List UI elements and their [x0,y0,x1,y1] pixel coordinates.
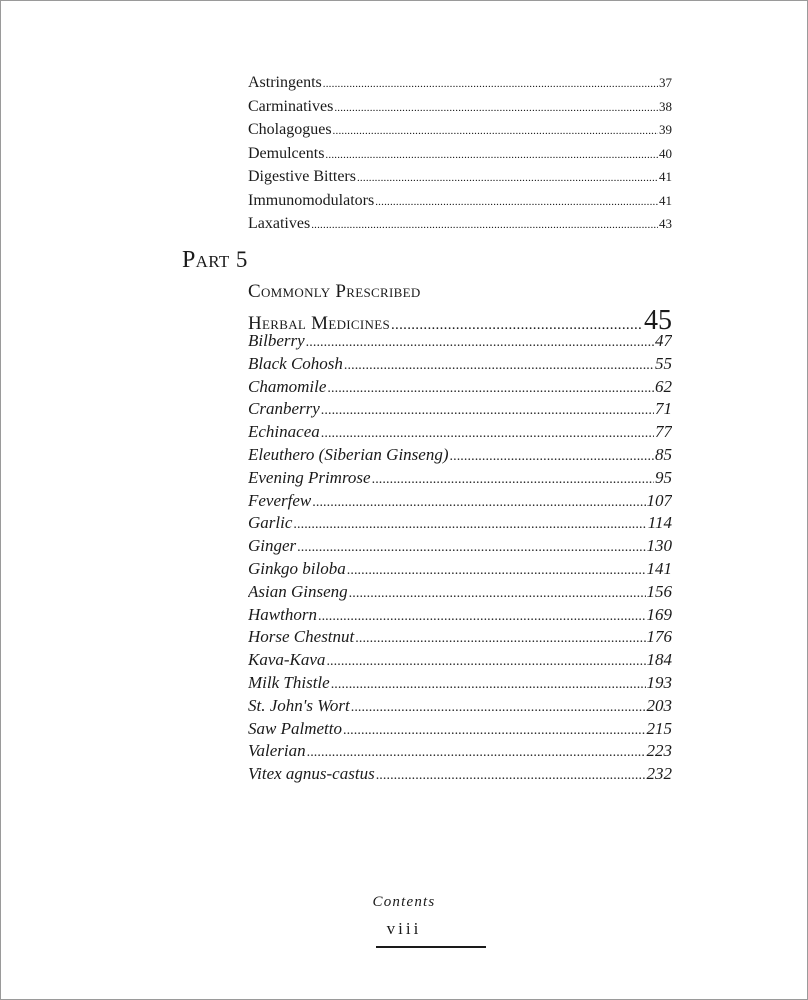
dot-leader [312,495,645,511]
dot-leader [306,335,654,351]
toc-entry-page: 39 [659,122,672,137]
dot-leader [349,586,646,602]
toc-entry-page: 62 [655,376,672,396]
dot-leader [344,358,654,374]
toc-entry-title: Garlic [248,513,293,533]
dot-leader [318,609,646,625]
dot-leader [375,196,658,208]
toc-entry-title: Saw Palmetto [248,718,342,738]
toc-entry-page: 114 [647,513,672,533]
toc-entry-title: Feverfew [248,490,312,510]
toc-entry[interactable] [248,354,672,377]
toc-entry-title: Bilberry [248,331,305,350]
toc-entry-title: Carminatives [248,97,334,115]
toc-entry[interactable] [248,468,672,491]
dot-leader [323,78,658,90]
toc-entry[interactable] [248,696,672,719]
toc-entry-page: 176 [646,627,672,647]
toc-entry-page: 41 [659,192,672,208]
toc-entry-page: 215 [646,718,672,738]
toc-entry-page: 43 [659,216,672,231]
toc-entry-page: 55 [655,353,672,373]
toc-entry-title: Hawthorn [248,604,317,624]
toc-entry-page: 47 [655,331,672,350]
dot-leader [327,381,654,397]
part-label: Part [182,247,230,273]
toc-entry[interactable] [248,559,672,582]
dot-leader [333,125,658,137]
toc-entry-title: Valerian [248,741,306,761]
dot-leader [355,631,645,647]
toc-entry-title: Ginkgo biloba [248,558,346,578]
toc-entry-page: 40 [659,145,672,161]
toc-entry-title: Laxatives [248,215,311,232]
toc-entry-title: Cholagogues [248,121,332,138]
dot-leader [325,149,658,161]
toc-entry-page: 95 [655,467,672,487]
toc-entry-title: Immunomodulators [248,191,375,209]
toc-entry-title: Echinacea [248,422,320,442]
dot-leader [321,403,654,419]
toc-entry[interactable] [248,98,672,122]
dot-leader [357,172,658,184]
dot-leader [321,426,654,442]
toc-entry[interactable] [248,215,672,239]
toc-list-top [248,74,672,239]
dot-leader [307,745,646,761]
toc-entry-title: Eleuthero (Siberian Ginseng) [248,444,449,464]
toc-entry[interactable] [248,445,672,468]
dot-leader [334,102,658,114]
toc-entry[interactable] [248,168,672,192]
toc-entry[interactable] [248,513,672,536]
toc-entry[interactable] [248,605,672,628]
toc-entry[interactable] [248,650,672,673]
toc-entry[interactable] [248,74,672,98]
folio-page-number: viii [386,919,422,938]
running-footer-label: Contents [372,894,436,910]
toc-entry-page: 107 [646,490,672,510]
toc-entry[interactable] [248,673,672,696]
toc-entry-page: 232 [646,764,672,784]
toc-entry-page: 141 [646,558,672,578]
dot-leader [376,768,646,784]
dot-leader [351,700,646,716]
toc-entry-title: Evening Primrose [248,467,371,487]
toc-entry-page: 169 [646,604,672,624]
dot-leader [311,219,658,231]
toc-entry-page: 41 [659,169,672,184]
toc-entry-title: Demulcents [248,144,325,162]
dot-leader [343,723,646,739]
section-heading [248,281,672,335]
dot-leader [331,677,646,693]
toc-entry-page: 85 [655,444,672,464]
section-page-number: 45 [644,305,672,335]
toc-entry-title: Horse Chestnut [248,627,355,647]
toc-entry-page: 156 [646,581,672,601]
toc-entry-title: Astringents [248,74,322,91]
toc-entry-title: Cranberry [248,399,320,419]
toc-entry-page: 38 [659,98,672,114]
toc-entry[interactable] [248,719,672,742]
footer-rule [376,946,486,948]
toc-entry[interactable] [248,491,672,514]
toc-entry[interactable] [248,764,672,787]
part-number: 5 [235,247,248,272]
part-heading [182,247,248,274]
toc-entry-title: Kava-Kava [248,650,326,670]
toc-entry-title: Asian Ginseng [248,581,348,601]
section-title-line2: Herbal Medicines [248,313,390,334]
toc-entry-page: 77 [655,422,672,442]
toc-entry-title: Black Cohosh [248,353,343,373]
toc-entry[interactable] [248,121,672,145]
toc-entry-page: 184 [646,650,672,670]
dot-leader [293,517,646,533]
toc-entry[interactable] [248,399,672,422]
toc-entry[interactable] [248,582,672,605]
toc-entry-title: St. John's Wort [248,695,350,715]
dot-leader [372,472,654,488]
toc-entry-title: Digestive Bitters [248,168,356,185]
toc-entry-page: 203 [646,695,672,715]
toc-entry[interactable] [248,331,672,354]
toc-list-herbs [248,331,672,787]
toc-entry-title: Milk Thistle [248,672,330,692]
toc-entry[interactable] [248,422,672,445]
toc-entry[interactable] [248,741,672,764]
dot-leader [326,654,645,670]
toc-entry[interactable] [248,192,672,216]
toc-entry-title: Ginger [248,536,297,556]
toc-entry-page: 223 [646,741,672,761]
section-title-line1: Commonly Prescribed [248,281,421,302]
toc-entry[interactable] [248,377,672,400]
dot-leader [297,540,645,556]
toc-entry-title: Vitex agnus-castus [248,764,375,784]
toc-entry-page: 130 [646,536,672,556]
toc-entry-title: Chamomile [248,376,327,396]
toc-entry[interactable] [248,536,672,559]
dot-leader [450,449,655,465]
dot-leader [347,563,646,579]
toc-entry-page: 193 [646,672,672,692]
toc-entry[interactable] [248,145,672,169]
toc-entry[interactable] [248,627,672,650]
toc-entry-page: 71 [655,399,672,419]
toc-entry-page: 37 [659,75,672,90]
